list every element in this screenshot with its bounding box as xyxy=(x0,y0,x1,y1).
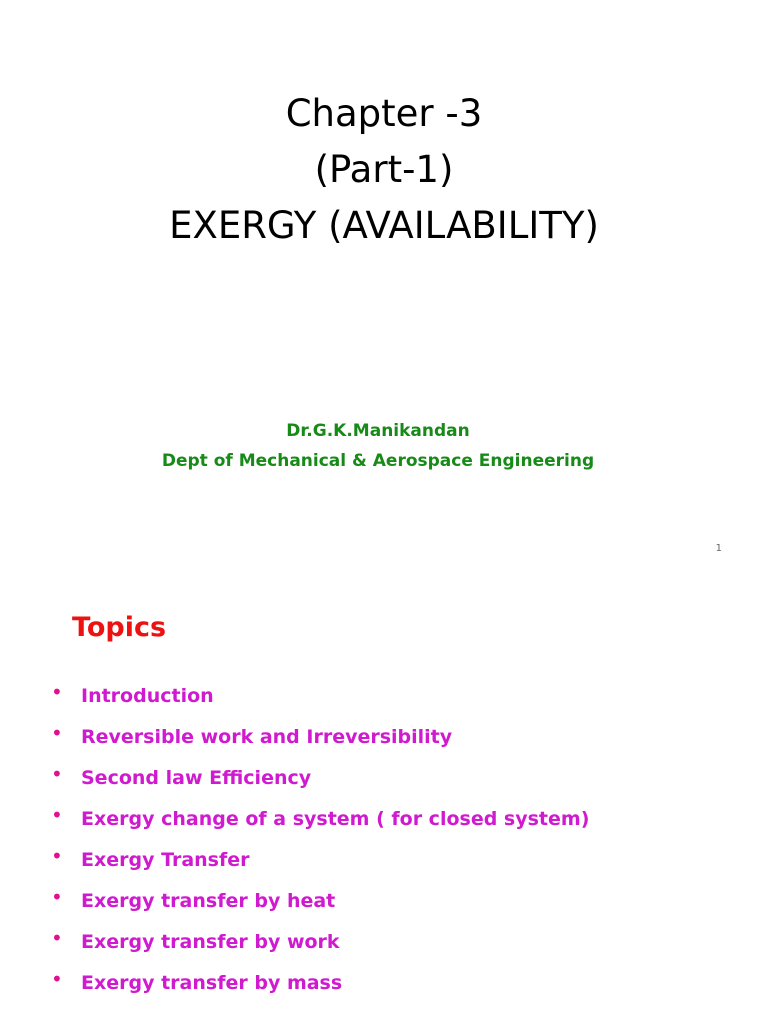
bullet-icon: • xyxy=(51,926,63,950)
topic-list xyxy=(0,680,768,1013)
topic-item xyxy=(0,844,768,890)
topic-label: Exergy transfer by mass xyxy=(81,972,343,994)
author-name: Dr.G.K.Manikandan xyxy=(286,421,470,441)
bullet-icon: • xyxy=(51,885,63,909)
bullet-icon: • xyxy=(51,762,63,786)
topic-label: Reversible work and Irreversibility xyxy=(81,726,453,748)
topics-heading: Topics xyxy=(72,612,167,643)
title-chapter: Chapter -3 xyxy=(285,92,483,135)
topic-item xyxy=(0,926,768,972)
topic-label: Introduction xyxy=(81,685,214,707)
topic-label: Exergy Transfer xyxy=(81,849,250,871)
topics-slide xyxy=(0,576,768,1024)
topic-item xyxy=(0,762,768,808)
topic-item xyxy=(0,721,768,767)
author-info xyxy=(0,416,756,476)
slide-title xyxy=(0,86,768,254)
topic-label: Exergy transfer by work xyxy=(81,931,340,953)
topic-item xyxy=(0,680,768,726)
bullet-icon: • xyxy=(51,680,63,704)
topic-item xyxy=(0,803,768,849)
title-subject: EXERGY (AVAILABILITY) xyxy=(169,204,599,247)
bullet-icon: • xyxy=(51,967,63,991)
title-part: (Part-1) xyxy=(314,148,454,191)
topic-label: Exergy change of a system ( for closed system) xyxy=(81,808,590,830)
topic-item xyxy=(0,967,768,1013)
topic-item xyxy=(0,885,768,931)
topic-label: Exergy transfer by heat xyxy=(81,890,336,912)
topic-label: Second law Efficiency xyxy=(81,767,312,789)
bullet-icon: • xyxy=(51,844,63,868)
bullet-icon: • xyxy=(51,803,63,827)
slide-number: 1 xyxy=(715,543,722,554)
author-department: Dept of Mechanical & Aerospace Engineering xyxy=(161,451,595,471)
bullet-icon: • xyxy=(51,721,63,745)
